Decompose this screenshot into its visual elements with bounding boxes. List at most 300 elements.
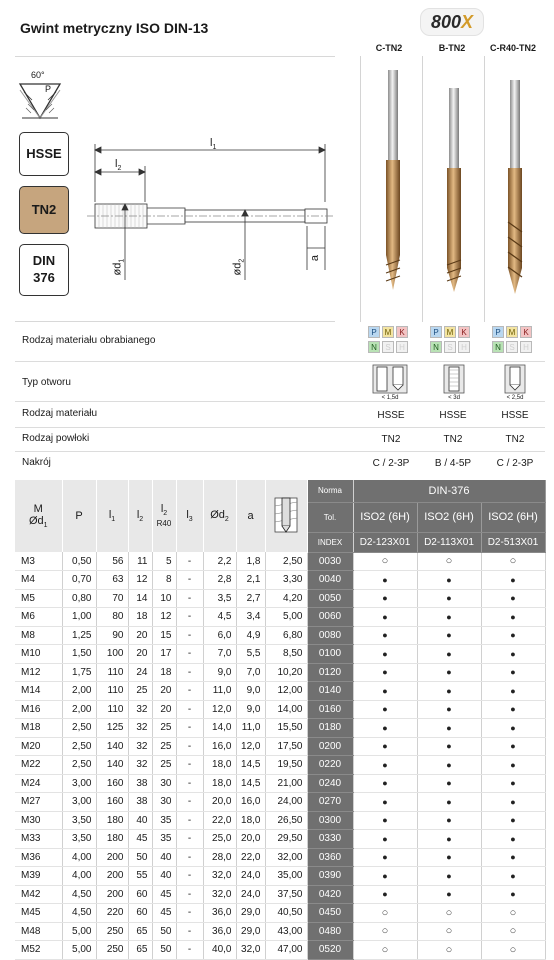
- cell-c1: ○: [353, 941, 417, 960]
- cell-c3: ●: [481, 645, 545, 664]
- cell-drill: 4,20: [265, 589, 307, 608]
- cell-m: M16: [15, 700, 62, 719]
- coating-value-2: TN2: [443, 434, 463, 445]
- cell-c1: ●: [353, 811, 417, 830]
- cell-l2r: 25: [152, 719, 176, 738]
- cut-value-1: C / 2-3P: [372, 458, 410, 469]
- material-n: N: [492, 341, 504, 353]
- cell-a: 4,9: [236, 626, 265, 645]
- cell-idx: 0360: [307, 848, 353, 867]
- cell-l1: 110: [96, 682, 128, 701]
- cell-l1: 140: [96, 737, 128, 756]
- cell-p: 4,50: [62, 885, 96, 904]
- cell-c1: ○: [353, 904, 417, 923]
- material-s: S: [444, 341, 456, 353]
- cell-m: M33: [15, 830, 62, 849]
- cell-l3: -: [176, 830, 203, 849]
- cell-a: 9,0: [236, 700, 265, 719]
- cell-l2: 32: [128, 719, 152, 738]
- cell-c2: ●: [417, 663, 481, 682]
- cell-l2r: 25: [152, 737, 176, 756]
- cell-a: 14,5: [236, 756, 265, 775]
- cell-c1: ●: [353, 719, 417, 738]
- cell-c2: ●: [417, 608, 481, 627]
- cell-c1: ●: [353, 848, 417, 867]
- cell-l1: 200: [96, 885, 128, 904]
- cell-l1: 100: [96, 645, 128, 664]
- cell-l2r: 17: [152, 645, 176, 664]
- cell-l2: 65: [128, 922, 152, 941]
- cell-c2: ●: [417, 626, 481, 645]
- page-title: Gwint metryczny ISO DIN-13: [20, 20, 209, 36]
- l1-label: $l_1$: [210, 137, 217, 152]
- cell-a: 7,0: [236, 663, 265, 682]
- cell-l2r: 20: [152, 682, 176, 701]
- brand-logo: [420, 8, 484, 36]
- cell-p: 1,25: [62, 626, 96, 645]
- cell-m: M45: [15, 904, 62, 923]
- tap-image-c-tn2: [375, 60, 411, 298]
- cell-l2: 38: [128, 774, 152, 793]
- col-d2-header: $Ød_2$: [203, 480, 236, 552]
- cell-c3: ●: [481, 589, 545, 608]
- cell-d2: 3,5: [203, 589, 236, 608]
- cell-idx: 0120: [307, 663, 353, 682]
- cell-l2: 50: [128, 848, 152, 867]
- din-376-badge: [19, 244, 69, 296]
- cell-m: M6: [15, 608, 62, 627]
- material-m: M: [444, 326, 456, 338]
- cell-l3: -: [176, 719, 203, 738]
- cell-m: M52: [15, 941, 62, 960]
- table-row: [15, 719, 545, 738]
- cell-l2: 38: [128, 793, 152, 812]
- cell-a: 20,0: [236, 830, 265, 849]
- cell-drill: 8,50: [265, 645, 307, 664]
- cell-d2: 6,0: [203, 626, 236, 645]
- material-value-1: HSSE: [377, 410, 405, 421]
- cell-m: M4: [15, 571, 62, 590]
- cell-idx: 0450: [307, 904, 353, 923]
- cell-drill: 3,30: [265, 571, 307, 590]
- table-row: [15, 571, 545, 590]
- l2-label: $l_2$: [115, 158, 122, 173]
- cell-c1: ●: [353, 793, 417, 812]
- cell-drill: 12,00: [265, 682, 307, 701]
- cell-d2: 25,0: [203, 830, 236, 849]
- material-n: N: [368, 341, 380, 353]
- cell-l2r: 8: [152, 571, 176, 590]
- blind-hole-icon: [436, 364, 472, 394]
- material-label: Rodzaj materiału: [22, 408, 98, 419]
- cell-c3: ●: [481, 885, 545, 904]
- cell-l1: 125: [96, 719, 128, 738]
- cell-drill: 21,00: [265, 774, 307, 793]
- cell-l2r: 45: [152, 885, 176, 904]
- cell-c1: ●: [353, 608, 417, 627]
- cell-idx: 0390: [307, 867, 353, 886]
- tolerance-1: ISO2 (6H): [353, 502, 417, 532]
- material-s: S: [382, 341, 394, 353]
- cell-c1: ●: [353, 571, 417, 590]
- cell-d2: 40,0: [203, 941, 236, 960]
- cell-p: 5,00: [62, 922, 96, 941]
- cell-p: 2,50: [62, 756, 96, 775]
- cell-l2: 60: [128, 904, 152, 923]
- din-number: 376: [33, 270, 55, 285]
- cell-l1: 250: [96, 922, 128, 941]
- cell-m: M48: [15, 922, 62, 941]
- cell-l2: 40: [128, 811, 152, 830]
- cell-c2: ○: [417, 941, 481, 960]
- hsse-badge: HSSE: [19, 132, 69, 176]
- cell-a: 12,0: [236, 737, 265, 756]
- cell-idx: 0330: [307, 830, 353, 849]
- cell-idx: 0520: [307, 941, 353, 960]
- cell-drill: 2,50: [265, 552, 307, 571]
- norma-label: Norma: [307, 480, 353, 502]
- cell-c3: ●: [481, 737, 545, 756]
- cell-a: 24,0: [236, 885, 265, 904]
- cell-l2: 14: [128, 589, 152, 608]
- table-row: [15, 700, 545, 719]
- cell-p: 3,00: [62, 774, 96, 793]
- table-row: [15, 885, 545, 904]
- cell-c3: ●: [481, 682, 545, 701]
- cell-drill: 15,50: [265, 719, 307, 738]
- table-row: [15, 608, 545, 627]
- cell-drill: 5,00: [265, 608, 307, 627]
- cell-drill: 14,00: [265, 700, 307, 719]
- cell-l1: 90: [96, 626, 128, 645]
- cell-l3: -: [176, 589, 203, 608]
- cell-l2: 11: [128, 552, 152, 571]
- cell-l1: 110: [96, 700, 128, 719]
- column-header-c-tn2: C-TN2: [375, 43, 403, 53]
- cell-c3: ●: [481, 756, 545, 775]
- col-l2-header: $l_2$: [128, 480, 152, 552]
- cell-drill: 10,20: [265, 663, 307, 682]
- cell-c3: ○: [481, 941, 545, 960]
- cut-label: Nakrój: [22, 457, 51, 468]
- table-row: [15, 793, 545, 812]
- cell-c2: ●: [417, 571, 481, 590]
- cell-m: M27: [15, 793, 62, 812]
- cell-c2: ●: [417, 811, 481, 830]
- cell-l3: -: [176, 552, 203, 571]
- cell-idx: 0040: [307, 571, 353, 590]
- cell-drill: 43,00: [265, 922, 307, 941]
- cell-d2: 2,8: [203, 571, 236, 590]
- cell-d2: 2,2: [203, 552, 236, 571]
- cell-d2: 32,0: [203, 867, 236, 886]
- cell-c3: ○: [481, 904, 545, 923]
- cell-l1: 250: [96, 941, 128, 960]
- cell-a: 14,5: [236, 774, 265, 793]
- cell-l3: -: [176, 904, 203, 923]
- cell-c3: ●: [481, 774, 545, 793]
- cell-l2: 65: [128, 941, 152, 960]
- cell-l1: 200: [96, 848, 128, 867]
- cell-c3: ●: [481, 571, 545, 590]
- cell-drill: 17,50: [265, 737, 307, 756]
- cut-value-2: B / 4-5P: [434, 458, 472, 469]
- table-row: [15, 904, 545, 923]
- cell-c2: ○: [417, 904, 481, 923]
- cell-drill: 37,50: [265, 885, 307, 904]
- cell-l1: 220: [96, 904, 128, 923]
- cell-l2: 20: [128, 645, 152, 664]
- cell-l2: 32: [128, 700, 152, 719]
- cell-m: M10: [15, 645, 62, 664]
- cell-c1: ●: [353, 885, 417, 904]
- material-p: P: [492, 326, 504, 338]
- cell-d2: 11,0: [203, 682, 236, 701]
- d2-label: $ød_2$: [231, 258, 246, 276]
- cell-l2: 12: [128, 571, 152, 590]
- cell-d2: 36,0: [203, 922, 236, 941]
- cell-p: 3,50: [62, 811, 96, 830]
- cell-c2: ●: [417, 756, 481, 775]
- cell-m: M20: [15, 737, 62, 756]
- material-k: K: [396, 326, 408, 338]
- cell-drill: 32,00: [265, 848, 307, 867]
- cell-p: 1,50: [62, 645, 96, 664]
- cell-drill: 26,50: [265, 811, 307, 830]
- cell-a: 24,0: [236, 867, 265, 886]
- table-row: [15, 941, 545, 960]
- cell-l2: 45: [128, 830, 152, 849]
- material-m: M: [382, 326, 394, 338]
- cell-m: M5: [15, 589, 62, 608]
- cell-idx: 0480: [307, 922, 353, 941]
- cell-l2r: 5: [152, 552, 176, 571]
- cell-idx: 0200: [307, 737, 353, 756]
- cell-idx: 0080: [307, 626, 353, 645]
- cell-drill: 40,50: [265, 904, 307, 923]
- table-row: [15, 645, 545, 664]
- tap-image-c-r40-tn2: [497, 72, 533, 298]
- hole-depth-3: < 2,5d: [506, 395, 524, 401]
- material-m: M: [506, 326, 518, 338]
- cell-l1: 160: [96, 774, 128, 793]
- cell-drill: 29,50: [265, 830, 307, 849]
- tolerance-3: ISO2 (6H): [481, 502, 545, 532]
- cell-c1: ○: [353, 552, 417, 571]
- cell-l3: -: [176, 885, 203, 904]
- cell-c3: ○: [481, 922, 545, 941]
- cell-c1: ●: [353, 867, 417, 886]
- cell-d2: 28,0: [203, 848, 236, 867]
- cell-p: 4,00: [62, 867, 96, 886]
- cell-p: 4,00: [62, 848, 96, 867]
- cell-p: 2,00: [62, 682, 96, 701]
- cell-d2: 16,0: [203, 737, 236, 756]
- blind-hole-icon: [372, 364, 408, 394]
- cell-c2: ●: [417, 774, 481, 793]
- cell-p: 3,00: [62, 793, 96, 812]
- cell-l2: 25: [128, 682, 152, 701]
- cell-l2r: 40: [152, 867, 176, 886]
- cell-drill: 19,50: [265, 756, 307, 775]
- material-value-2: HSSE: [439, 410, 467, 421]
- table-row: [15, 774, 545, 793]
- cell-l1: 140: [96, 756, 128, 775]
- table-row: [15, 552, 545, 571]
- dimensions-table: [15, 480, 546, 960]
- cell-c2: ○: [417, 922, 481, 941]
- table-row: [15, 737, 545, 756]
- col-p-header: P: [62, 480, 96, 552]
- cell-l2: 32: [128, 756, 152, 775]
- cell-idx: 0300: [307, 811, 353, 830]
- cell-a: 2,7: [236, 589, 265, 608]
- cell-d2: 4,5: [203, 608, 236, 627]
- cell-l3: -: [176, 774, 203, 793]
- cell-l1: 180: [96, 830, 128, 849]
- tn2-badge: TN2: [19, 186, 69, 234]
- index-code-1: D2-123X01: [353, 532, 417, 552]
- cell-p: 5,00: [62, 941, 96, 960]
- cell-idx: 0220: [307, 756, 353, 775]
- cell-l2r: 20: [152, 700, 176, 719]
- index-code-3: D2-513X01: [481, 532, 545, 552]
- cell-c1: ●: [353, 645, 417, 664]
- cell-drill: 35,00: [265, 867, 307, 886]
- cell-c1: ●: [353, 830, 417, 849]
- material-p: P: [368, 326, 380, 338]
- cell-m: M30: [15, 811, 62, 830]
- cell-l3: -: [176, 922, 203, 941]
- cell-l3: -: [176, 626, 203, 645]
- cell-l3: -: [176, 793, 203, 812]
- cell-l2r: 25: [152, 756, 176, 775]
- cell-p: 1,75: [62, 663, 96, 682]
- material-k: K: [520, 326, 532, 338]
- cell-idx: 0270: [307, 793, 353, 812]
- cell-idx: 0050: [307, 589, 353, 608]
- cell-a: 29,0: [236, 904, 265, 923]
- tol-label: Tol.: [307, 502, 353, 532]
- cell-c3: ●: [481, 867, 545, 886]
- cell-m: M39: [15, 867, 62, 886]
- cell-l3: -: [176, 811, 203, 830]
- cell-p: 2,00: [62, 700, 96, 719]
- cell-c3: ●: [481, 700, 545, 719]
- cell-l2: 24: [128, 663, 152, 682]
- cell-c2: ●: [417, 737, 481, 756]
- cell-c2: ●: [417, 867, 481, 886]
- cell-l2r: 35: [152, 830, 176, 849]
- cell-p: 0,50: [62, 552, 96, 571]
- cell-idx: 0180: [307, 719, 353, 738]
- cell-c1: ●: [353, 737, 417, 756]
- cell-c1: ●: [353, 700, 417, 719]
- cell-a: 9,0: [236, 682, 265, 701]
- cell-a: 16,0: [236, 793, 265, 812]
- cell-drill: 47,00: [265, 941, 307, 960]
- cell-l2r: 35: [152, 811, 176, 830]
- hole-type-label: Typ otworu: [22, 377, 71, 388]
- cell-l3: -: [176, 848, 203, 867]
- cell-p: 3,50: [62, 830, 96, 849]
- cell-l3: -: [176, 941, 203, 960]
- material-n: N: [430, 341, 442, 353]
- cell-l2r: 45: [152, 904, 176, 923]
- cell-c1: ●: [353, 626, 417, 645]
- col-l2r40-header: $l_2$ R40: [152, 480, 176, 552]
- cell-p: 2,50: [62, 737, 96, 756]
- cell-c1: ○: [353, 922, 417, 941]
- cell-a: 2,1: [236, 571, 265, 590]
- material-h: H: [520, 341, 532, 353]
- cell-c1: ●: [353, 589, 417, 608]
- cell-l3: -: [176, 645, 203, 664]
- cell-c3: ●: [481, 719, 545, 738]
- tolerance-2: ISO2 (6H): [417, 502, 481, 532]
- hole-depth-1: < 1,5d: [381, 395, 399, 401]
- cell-a: 18,0: [236, 811, 265, 830]
- thread-profile-icon: [18, 78, 62, 122]
- cell-a: 1,8: [236, 552, 265, 571]
- cell-a: 22,0: [236, 848, 265, 867]
- hole-depth-2: < 3d: [448, 395, 460, 401]
- cell-l2r: 12: [152, 608, 176, 627]
- cell-c3: ●: [481, 830, 545, 849]
- cell-c3: ○: [481, 552, 545, 571]
- cell-l2r: 18: [152, 663, 176, 682]
- cell-d2: 36,0: [203, 904, 236, 923]
- column-divider: [360, 56, 361, 322]
- cell-d2: 22,0: [203, 811, 236, 830]
- cell-c2: ●: [417, 885, 481, 904]
- cell-c1: ●: [353, 663, 417, 682]
- cell-l3: -: [176, 700, 203, 719]
- drill-hole-icon: [271, 492, 301, 538]
- cell-l3: -: [176, 663, 203, 682]
- cut-value-3: C / 2-3P: [496, 458, 534, 469]
- cell-c2: ●: [417, 645, 481, 664]
- cell-l2r: 30: [152, 793, 176, 812]
- cell-c2: ●: [417, 830, 481, 849]
- cell-a: 3,4: [236, 608, 265, 627]
- material-h: H: [458, 341, 470, 353]
- cell-c2: ○: [417, 552, 481, 571]
- cell-l1: 160: [96, 793, 128, 812]
- table-row: [15, 682, 545, 701]
- cell-c3: ●: [481, 811, 545, 830]
- cell-l1: 56: [96, 552, 128, 571]
- index-label: INDEX: [307, 532, 353, 552]
- material-value-3: HSSE: [501, 410, 529, 421]
- cell-l2: 32: [128, 737, 152, 756]
- pitch-label: P: [45, 84, 52, 94]
- cell-m: M36: [15, 848, 62, 867]
- cell-m: M3: [15, 552, 62, 571]
- column-divider: [422, 56, 423, 322]
- cell-d2: 9,0: [203, 663, 236, 682]
- cell-c2: ●: [417, 589, 481, 608]
- cell-c2: ●: [417, 848, 481, 867]
- cell-m: M14: [15, 682, 62, 701]
- cell-idx: 0030: [307, 552, 353, 571]
- cell-p: 2,50: [62, 719, 96, 738]
- cell-d2: 12,0: [203, 700, 236, 719]
- cell-l3: -: [176, 682, 203, 701]
- cell-c3: ●: [481, 793, 545, 812]
- cell-l2: 60: [128, 885, 152, 904]
- material-group-label: Rodzaj materiału obrabianego: [22, 335, 156, 346]
